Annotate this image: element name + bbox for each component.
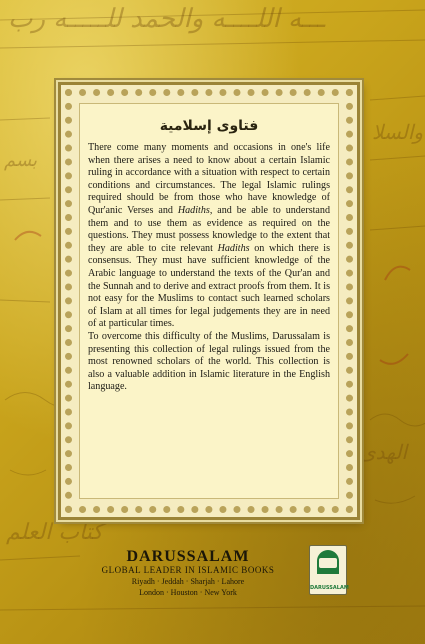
text-run: To overcome this difficulty of the Muslims, Darussalam is presenting this collection of legal rulings issued from the most renowned scholars of the world. This collection is also a valuable addition in Islamic literature in the English language. bbox=[88, 330, 330, 393]
text-run: , and be able to understand them and to use them as evidence as required on the questions. They must possess knowledge to the extent that they are able to cite relevant bbox=[88, 204, 330, 254]
book-icon bbox=[319, 558, 337, 568]
text-run: There come many moments and occasions in one's life when there arises a need to know about a certain Islamic ruling in accordance with a situation with respect to certain conditions and circumstances. The legal Islamic rulings required should be from those who have knowledge of Qur'anic Verses and bbox=[88, 142, 330, 216]
publisher-cities-line1: Riyadh · Jeddah · Sharjah · Lahore bbox=[131, 577, 245, 586]
body-paragraph-2 bbox=[88, 331, 330, 394]
background-script-bottom: ﻛﺘﺎﺏ ﺍﻟﻌﻠﻢ bbox=[6, 520, 103, 545]
background-script-left: ﺑﺴﻢ bbox=[4, 150, 38, 171]
publisher-block bbox=[88, 548, 288, 598]
background-script-top: ـــﻪ ﺍﻟﻠــــﻪ ﻭﺍﻟﺤﻤﺪ ﻟﻠـــــﻪ ﺭﺏ bbox=[8, 4, 325, 34]
publisher-cities-line2: London · Houston · New York bbox=[139, 588, 237, 597]
italic-term: Hadiths bbox=[217, 242, 250, 254]
body-paragraph-1 bbox=[88, 142, 330, 331]
logo-label: DARUSSALAM bbox=[310, 585, 349, 591]
page-title: فتاوى إسلامية bbox=[159, 118, 259, 134]
background-script-bottom-right: ﺍﻟﻬﺪﻯ bbox=[360, 440, 408, 464]
text-panel bbox=[79, 103, 339, 499]
publisher-logo bbox=[309, 545, 347, 595]
background-script-right: ﻭﺍﻟﺴﻼ bbox=[372, 120, 424, 144]
text-run: on which there is consensus. They must have sufficient knowledge of the Arabic language to understand the texts of the Qur'an and the Sunnah and to derive and extract proofs from them. It is not easy for the Muslims to contact such learned scholars of Islam at all times for legal judgements they are in need of at particular times. bbox=[88, 242, 330, 330]
publisher-tagline: GLOBAL LEADER IN ISLAMIC BOOKS bbox=[101, 565, 275, 575]
publisher-name: DARUSSALAM bbox=[126, 548, 250, 565]
text-frame bbox=[58, 82, 360, 520]
body-text bbox=[88, 142, 330, 394]
italic-term: Hadiths bbox=[177, 204, 210, 216]
